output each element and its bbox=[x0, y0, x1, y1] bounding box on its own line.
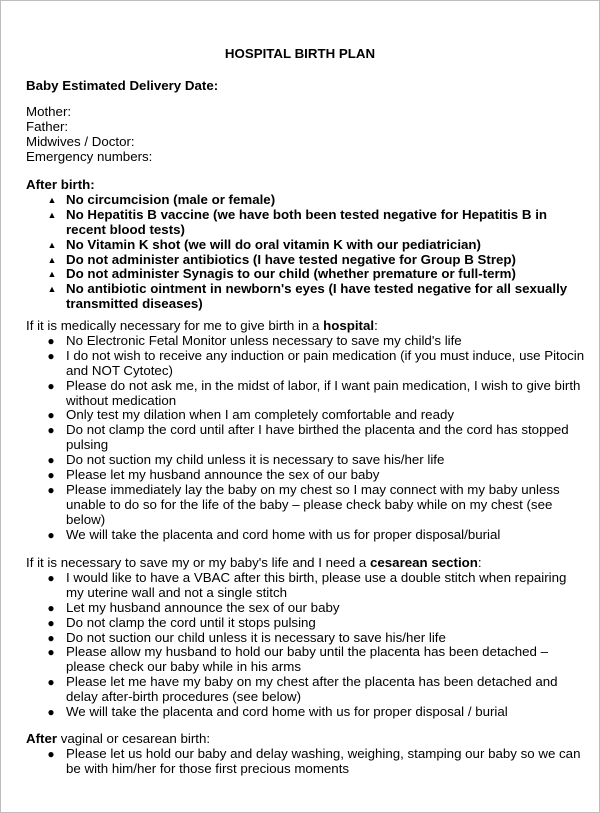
bullet-icon: ● bbox=[47, 378, 55, 393]
bullet-icon: ● bbox=[47, 527, 55, 542]
bullet-icon: ● bbox=[47, 630, 55, 645]
list-item: ● Do not clamp the cord until after I have birthed the placenta and the cord has stopped pulsing bbox=[26, 423, 586, 453]
arrow-bullet-icon: ▲ bbox=[47, 254, 57, 265]
bullet-icon: ● bbox=[47, 468, 55, 483]
bullet-icon: ● bbox=[47, 408, 55, 423]
list-item: ▲ No antibiotic ointment in newborn's eyes (I have tested negative for all sexually transmitted diseases) bbox=[26, 282, 586, 312]
arrow-bullet-icon: ▲ bbox=[47, 284, 57, 295]
bullet-icon: ● bbox=[47, 600, 55, 615]
list-item: ● Please immediately lay the baby on my chest so I may connect with my baby unless unable to do so for the life of the baby – please check baby while on my chest (see below) bbox=[26, 483, 586, 528]
father-label: Father: bbox=[26, 118, 69, 134]
list-item: ● Please allow my husband to hold our baby until the placenta has been detached – please check our baby while in his arms bbox=[26, 645, 586, 675]
bullet-icon: ● bbox=[47, 615, 55, 630]
bullet-icon: ● bbox=[47, 453, 55, 468]
arrow-bullet-icon: ▲ bbox=[47, 239, 57, 250]
mother-label: Mother: bbox=[26, 104, 72, 119]
arrow-bullet-icon: ▲ bbox=[47, 209, 57, 220]
list-item: ● Please let my husband announce the sex of our baby bbox=[26, 468, 586, 483]
list-item: ● Let my husband announce the sex of our baby bbox=[26, 601, 586, 616]
list-item: ● We will take the placenta and cord home with us for proper disposal / burial bbox=[26, 705, 586, 720]
emergency-numbers-label: Emergency numbers: bbox=[26, 148, 153, 164]
contacts-list bbox=[26, 105, 586, 165]
bullet-icon: ● bbox=[47, 482, 55, 497]
page-title: HOSPITAL BIRTH PLAN bbox=[224, 46, 376, 61]
midwives-doctor-label: Midwives / Doctor: bbox=[26, 133, 135, 149]
bullet-icon: ● bbox=[47, 705, 55, 720]
bullet-icon: ● bbox=[47, 348, 55, 363]
hospital-section bbox=[26, 319, 586, 543]
cesarean-intro: If it is necessary to save my or my baby's life and I need a cesarean section: bbox=[26, 555, 482, 570]
hospital-intro: If it is medically necessary for me to give birth in a hospital: bbox=[26, 318, 378, 333]
list-item: ● Do not clamp the cord until it stops pulsing bbox=[26, 616, 586, 631]
list-item: ● Please let us hold our baby and delay washing, weighing, stamping our baby so we can be with him/her for those first precious moments bbox=[26, 747, 586, 777]
bullet-icon: ● bbox=[47, 746, 55, 761]
list-item: ● No Electronic Fetal Monitor unless necessary to save my child's life bbox=[26, 334, 586, 349]
list-item: ▲ No Hepatitis B vaccine (we have both been tested negative for Hepatitis B in recent blood tests) bbox=[26, 208, 586, 238]
arrow-bullet-icon: ▲ bbox=[47, 194, 57, 205]
list-item: ● Do not suction our child unless it is necessary to save his/her life bbox=[26, 631, 586, 646]
list-item: ● Only test my dilation when I am completely comfortable and ready bbox=[26, 408, 586, 423]
after-birth-heading: After birth: bbox=[26, 177, 95, 192]
arrow-bullet-icon: ▲ bbox=[47, 269, 57, 280]
bullet-icon: ● bbox=[47, 675, 55, 690]
list-item: ▲ No circumcision (male or female) bbox=[26, 193, 586, 208]
list-item: ● We will take the placenta and cord home with us for proper disposal/burial bbox=[26, 528, 586, 543]
list-item: ▲ No Vitamin K shot (we will do oral vitamin K with our pediatrician) bbox=[26, 238, 586, 253]
after-birth-section bbox=[26, 178, 586, 312]
list-item: ● Please let me have my baby on my chest after the placenta has been detached and delay after-birth procedures (see below) bbox=[26, 675, 586, 705]
delivery-date-label: Baby Estimated Delivery Date: bbox=[26, 78, 219, 93]
list-item: ● Do not suction my child unless it is necessary to save his/her life bbox=[26, 453, 586, 468]
list-item: ● Please do not ask me, in the midst of labor, if I want pain medication, I wish to give birth without medication bbox=[26, 379, 586, 409]
list-item: ▲ Do not administer Synagis to our child (whether premature or full-term) bbox=[26, 267, 586, 282]
list-item: ● I would like to have a VBAC after this birth, please use a double stitch when repairing my uterine wall and not a single stitch bbox=[26, 571, 586, 601]
cesarean-section bbox=[26, 556, 586, 720]
list-item: ▲ Do not administer antibiotics (I have tested negative for Group B Strep) bbox=[26, 253, 586, 268]
bullet-icon: ● bbox=[47, 423, 55, 438]
bullet-icon: ● bbox=[47, 645, 55, 660]
bullet-icon: ● bbox=[47, 570, 55, 585]
after-vaginal-intro: After vaginal or cesarean birth: bbox=[26, 731, 211, 746]
list-item: ● I do not wish to receive any induction or pain medication (if you must induce, use Pitocin and NOT Cytotec) bbox=[26, 349, 586, 379]
after-vaginal-section bbox=[26, 732, 586, 777]
bullet-icon: ● bbox=[47, 333, 55, 348]
